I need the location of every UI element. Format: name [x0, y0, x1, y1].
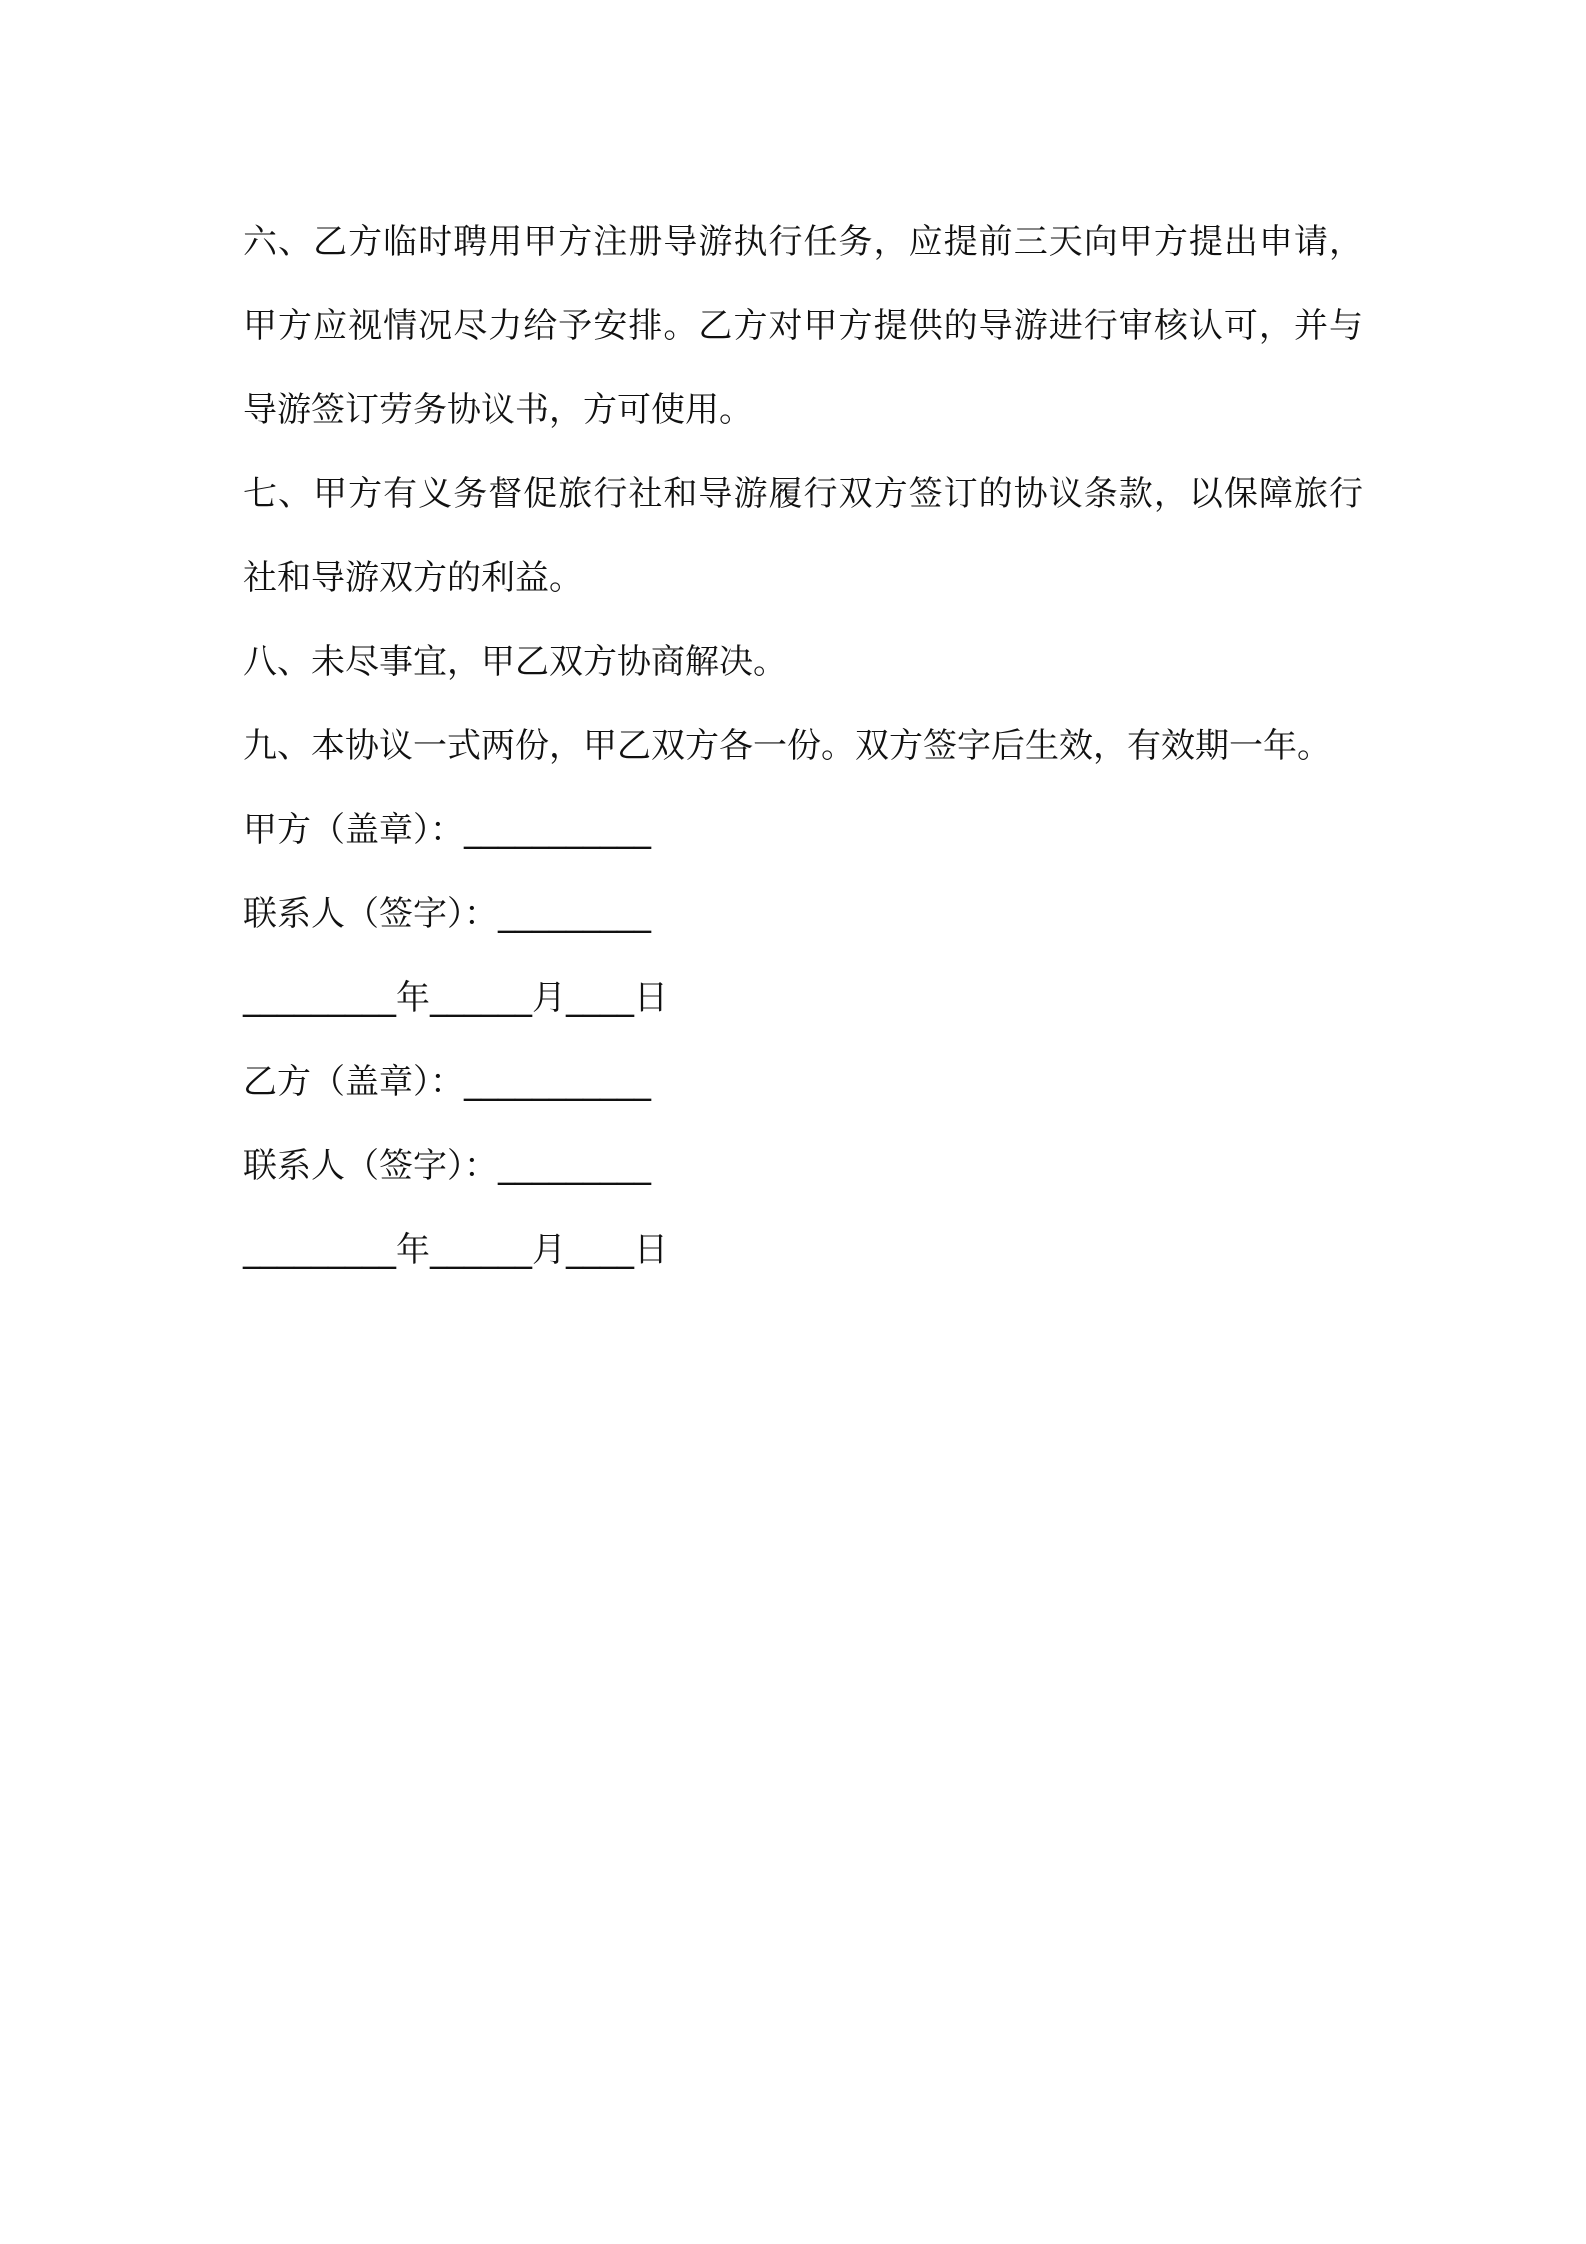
party-a-signature-block	[243, 788, 1363, 1040]
clause-7: 七、甲方有义务督促旅行社和导游履行双方签订的协议条款，以保障旅行社和导游双方的利益。	[243, 474, 1363, 598]
clause-6: 六、乙方临时聘用甲方注册导游执行任务，应提前三天向甲方提出申请，甲方应视情况尽力给予安排。乙方对甲方提供的导游进行审核认可，并与导游签订劳务协议书，方可使用。	[243, 222, 1363, 430]
party-b-date-line: _________年______月____日	[243, 1230, 668, 1270]
party-a-seal-line: 甲方（盖章）：___________	[243, 810, 651, 850]
clause-9: 九、本协议一式两份，甲乙双方各一份。双方签字后生效，有效期一年。	[243, 726, 1331, 766]
party-b-signature-block	[243, 1040, 1363, 1292]
clause-8: 八、未尽事宜，甲乙双方协商解决。	[243, 642, 787, 682]
document-body	[243, 200, 1363, 1292]
party-a-contact-line: 联系人（签字）：_________	[243, 894, 651, 934]
party-a-date-line: _________年______月____日	[243, 978, 668, 1018]
party-b-contact-line: 联系人（签字）：_________	[243, 1146, 651, 1186]
party-b-seal-line: 乙方（盖章）：___________	[243, 1062, 651, 1102]
